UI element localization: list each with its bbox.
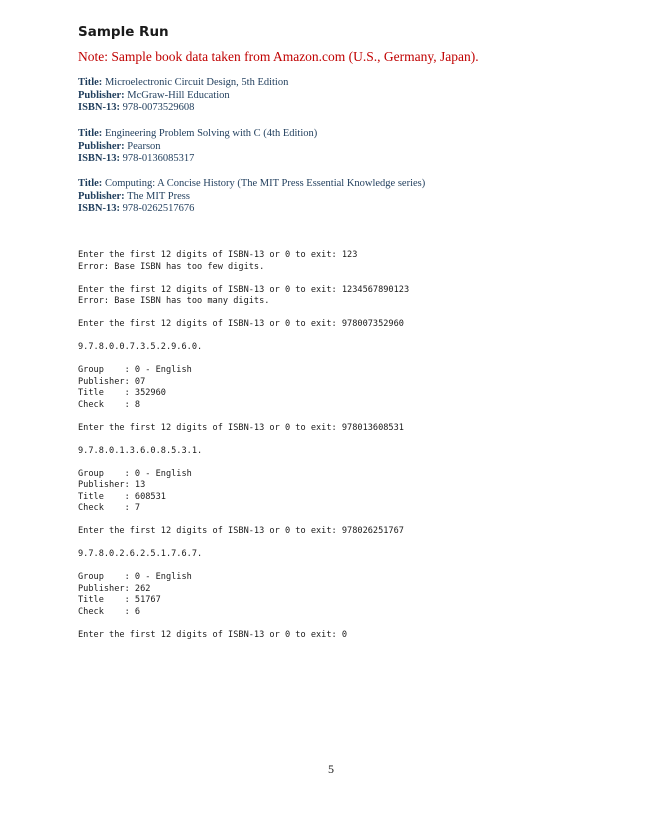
console-line: Check : 8 [78,399,141,410]
console-line: Enter the first 12 digits of ISBN-13 or 0 to exit: 0 [78,629,348,640]
book-title-line [78,178,425,191]
book-title-line [78,128,317,141]
console-line: Title : 51767 [78,595,161,605]
title-label: Title: [78,77,103,88]
console-line [78,538,638,550]
book-title: Engineering Problem Solving with C (4th Edition) [104,128,318,139]
console-line: 9.7.8.0.2.6.2.5.1.7.6.7. [78,549,203,559]
console-line: Check : 7 [78,503,141,513]
console-line: Group : 0 - English [78,468,192,479]
isbn-label: ISBN-13: [78,153,121,164]
console-line [78,515,638,527]
book-entry-1 [78,77,288,115]
console-line [78,411,638,423]
publisher-label: Publisher: [78,140,125,152]
console-line [78,273,638,285]
console-line [78,308,638,320]
console-line [78,561,638,573]
console-line: Error: Base ISBN has too many digits. [78,296,270,306]
console-line: 9.7.8.0.1.3.6.0.8.5.3.1. [78,445,203,456]
book-entry-3 [78,178,425,216]
console-line: Publisher: 07 [78,376,146,387]
console-line: Enter the first 12 digits of ISBN-13 or 0 to exit: 123 [78,250,358,260]
book-publisher: Pearson [127,140,161,152]
book-title-line [78,77,288,90]
console-line: Enter the first 12 digits of ISBN-13 or 0 to exit: 978007352960 [78,319,404,329]
book-publisher-line [78,191,425,204]
book-isbn-line [78,203,425,216]
data-source-note: Note: Sample book data taken from Amazon.com (U.S., Germany, Japan). [78,49,479,64]
title-label: Title: [78,128,103,139]
book-isbn: 978-0136085317 [122,153,195,164]
page-number: 5 [328,762,334,776]
book-isbn-line [78,102,288,115]
console-line: Group : 0 - English [78,572,192,582]
console-line: Group : 0 - English [78,365,192,375]
book-publisher-line [78,90,288,103]
book-isbn-line [78,153,317,166]
console-line: Check : 6 [78,606,141,617]
publisher-label: Publisher: [78,190,125,202]
console-line [78,354,638,366]
console-line: Enter the first 12 digits of ISBN-13 or 0 to exit: 1234567890123 [78,284,410,295]
console-line: Enter the first 12 digits of ISBN-13 or 0 to exit: 978026251767 [78,526,404,536]
console-line [78,618,638,630]
title-label: Title: [78,178,103,189]
console-output [78,250,638,641]
console-line: Title : 352960 [78,388,166,398]
console-line: Error: Base ISBN has too few digits. [78,261,265,272]
console-line: Publisher: 262 [78,583,151,594]
section-heading: Sample Run [78,24,169,40]
book-title: Microelectronic Circuit Design, 5th Edition [104,77,289,88]
console-line: Publisher: 13 [78,480,146,490]
book-title: Computing: A Concise History (The MIT Press Essential Knowledge series) [104,178,426,189]
book-publisher-line [78,141,317,154]
console-line [78,331,638,343]
book-entry-2 [78,128,317,166]
console-line: 9.7.8.0.0.7.3.5.2.9.6.0. [78,342,203,352]
console-line: Title : 608531 [78,491,166,502]
book-isbn: 978-0262517676 [122,203,195,214]
book-publisher: McGraw-Hill Education [127,89,230,101]
publisher-label: Publisher: [78,89,125,101]
isbn-label: ISBN-13: [78,203,121,214]
console-line: Enter the first 12 digits of ISBN-13 or 0 to exit: 978013608531 [78,422,404,433]
console-line [78,434,638,446]
book-publisher: The MIT Press [127,190,190,202]
book-isbn: 978-0073529608 [122,102,195,113]
isbn-label: ISBN-13: [78,102,121,113]
console-line [78,457,638,469]
